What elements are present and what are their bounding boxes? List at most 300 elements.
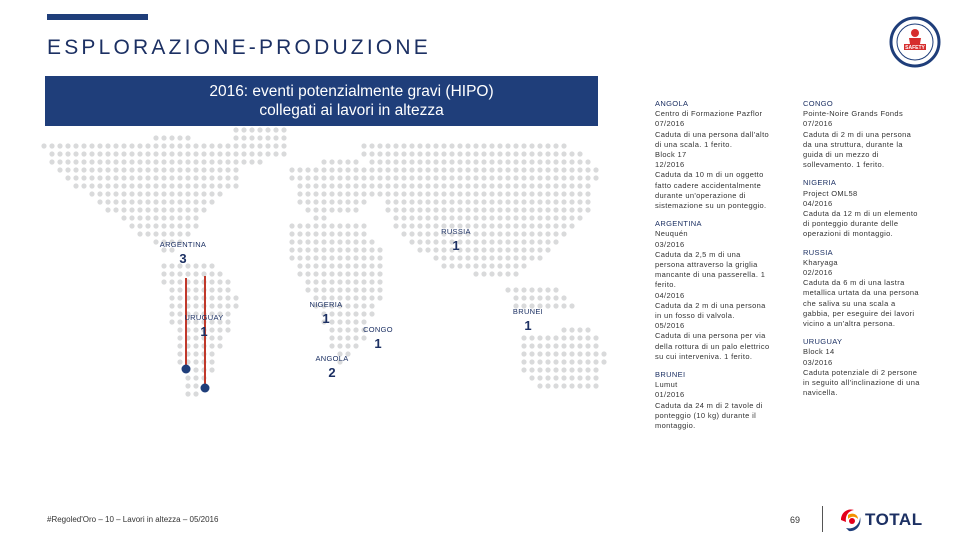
map-dot (473, 143, 478, 148)
map-dot (401, 167, 406, 172)
map-dot (433, 215, 438, 220)
map-dot (321, 247, 326, 252)
event-line: Caduta da 10 m di un oggetto (655, 170, 764, 180)
map-dot (345, 327, 350, 332)
map-dot (569, 335, 574, 340)
map-dot (345, 279, 350, 284)
map-dot (193, 215, 198, 220)
event-line: 04/2016 (803, 198, 833, 208)
map-dot (121, 215, 126, 220)
map-dot (353, 287, 358, 292)
map-dot (321, 175, 326, 180)
map-dot (97, 191, 102, 196)
event-country: ARGENTINA (655, 219, 702, 229)
map-dot (553, 151, 558, 156)
map-dot (89, 183, 94, 188)
map-dot (137, 183, 142, 188)
marker-uruguay (182, 313, 226, 339)
map-dot (353, 295, 358, 300)
map-dot (577, 335, 582, 340)
map-dot (433, 143, 438, 148)
map-dot (241, 127, 246, 132)
map-dot (553, 303, 558, 308)
map-dot (321, 183, 326, 188)
map-dot (185, 183, 190, 188)
map-dot (249, 159, 254, 164)
map-dot (505, 175, 510, 180)
map-dot (553, 191, 558, 196)
map-dot (337, 223, 342, 228)
map-dot (329, 223, 334, 228)
map-dot (545, 247, 550, 252)
map-dot (89, 151, 94, 156)
map-dot (497, 183, 502, 188)
map-dot (153, 199, 158, 204)
map-dot (193, 375, 198, 380)
map-dot (417, 231, 422, 236)
map-dot (121, 151, 126, 156)
map-dot (401, 207, 406, 212)
event-line: guida di un mezzo di (803, 150, 879, 160)
map-dot (161, 223, 166, 228)
map-dot (249, 127, 254, 132)
map-dot (569, 159, 574, 164)
map-dot (545, 175, 550, 180)
map-dot (345, 199, 350, 204)
map-dot (177, 159, 182, 164)
safety-logo-icon (889, 16, 941, 68)
map-dot (337, 199, 342, 204)
map-dot (465, 143, 470, 148)
map-dot (481, 143, 486, 148)
map-dot (337, 279, 342, 284)
map-dot (225, 287, 230, 292)
map-dot (521, 159, 526, 164)
map-dot (553, 351, 558, 356)
map-dot (481, 151, 486, 156)
map-dot (529, 159, 534, 164)
map-dot (281, 127, 286, 132)
map-dot (433, 191, 438, 196)
map-dot (513, 295, 518, 300)
map-dot (113, 175, 118, 180)
map-dot (457, 207, 462, 212)
map-dot (385, 183, 390, 188)
map-dot (209, 175, 214, 180)
map-dot (73, 167, 78, 172)
event-line: 04/2016 (655, 290, 685, 300)
map-dot (537, 247, 542, 252)
map-dot (593, 335, 598, 340)
map-dot (177, 151, 182, 156)
map-dot (353, 175, 358, 180)
map-dot (553, 183, 558, 188)
map-dot (585, 199, 590, 204)
map-dot (457, 263, 462, 268)
map-dot (369, 247, 374, 252)
map-dot (121, 199, 126, 204)
event-line: in un fosso di valvola. (655, 311, 735, 321)
map-dot (449, 159, 454, 164)
map-dot (513, 247, 518, 252)
map-dot (329, 327, 334, 332)
map-dot (265, 127, 270, 132)
map-dot (129, 167, 134, 172)
map-dot (401, 183, 406, 188)
map-dot (521, 231, 526, 236)
map-dot (249, 151, 254, 156)
map-dot (193, 191, 198, 196)
total-logo-icon (838, 506, 864, 534)
event-line: persona attraverso la griglia (655, 260, 758, 270)
event-line: sistemazione su un ponteggio. (655, 201, 767, 211)
map-dot (593, 359, 598, 364)
map-dot (425, 199, 430, 204)
map-dot (569, 383, 574, 388)
map-dot (345, 271, 350, 276)
map-dot (433, 167, 438, 172)
map-dot (417, 207, 422, 212)
map-dot (145, 151, 150, 156)
map-dot (449, 167, 454, 172)
map-dot (457, 199, 462, 204)
map-dot (377, 247, 382, 252)
map-dot (289, 231, 294, 236)
map-dot (537, 295, 542, 300)
map-dot (441, 207, 446, 212)
map-dot (577, 167, 582, 172)
map-dot (489, 159, 494, 164)
map-dot (569, 207, 574, 212)
map-dot (585, 335, 590, 340)
map-dot (209, 367, 214, 372)
map-dot (313, 223, 318, 228)
map-dot (257, 159, 262, 164)
map-dot (193, 159, 198, 164)
map-dot (329, 335, 334, 340)
map-dot (425, 159, 430, 164)
map-dot (561, 159, 566, 164)
map-dot (161, 279, 166, 284)
marker-count: 2 (328, 365, 336, 380)
map-dot (145, 191, 150, 196)
map-dot (473, 151, 478, 156)
map-dot (233, 175, 238, 180)
map-dot (473, 191, 478, 196)
map-dot (385, 199, 390, 204)
map-dot (57, 159, 62, 164)
map-dot (521, 223, 526, 228)
map-dot (457, 159, 462, 164)
map-dot (545, 167, 550, 172)
map-dot (441, 191, 446, 196)
map-dot (281, 151, 286, 156)
map-dot (105, 167, 110, 172)
map-dot (481, 247, 486, 252)
total-logo (838, 506, 938, 534)
map-dot (289, 239, 294, 244)
map-dot (537, 191, 542, 196)
map-dot (337, 167, 342, 172)
map-dot (513, 287, 518, 292)
map-dot (137, 143, 142, 148)
map-dot (545, 151, 550, 156)
map-dot (185, 383, 190, 388)
map-dot (353, 191, 358, 196)
map-dot (321, 167, 326, 172)
map-dot (121, 207, 126, 212)
map-dot (225, 183, 230, 188)
map-dot (185, 175, 190, 180)
map-dot (593, 175, 598, 180)
map-dot (537, 255, 542, 260)
map-dot (577, 359, 582, 364)
map-dot (497, 215, 502, 220)
map-dot (313, 271, 318, 276)
map-dot (369, 191, 374, 196)
map-dot (353, 255, 358, 260)
map-dot (425, 191, 430, 196)
map-dot (521, 367, 526, 372)
map-dot (337, 327, 342, 332)
map-dot (73, 151, 78, 156)
map-dot (257, 151, 262, 156)
map-dot (105, 199, 110, 204)
map-dot (337, 263, 342, 268)
map-dot (97, 159, 102, 164)
map-dot (529, 207, 534, 212)
map-dot (553, 231, 558, 236)
map-dot (545, 143, 550, 148)
map-dot (161, 271, 166, 276)
map-dot (489, 255, 494, 260)
map-dot (489, 207, 494, 212)
map-dot (201, 199, 206, 204)
map-dot (177, 167, 182, 172)
map-dot (353, 263, 358, 268)
map-dot (425, 183, 430, 188)
map-dot (481, 183, 486, 188)
map-dot (489, 215, 494, 220)
map-dot (577, 151, 582, 156)
map-dot (513, 207, 518, 212)
map-dot (545, 215, 550, 220)
map-dot (545, 159, 550, 164)
map-dot (209, 359, 214, 364)
map-dot (545, 223, 550, 228)
map-dot (497, 239, 502, 244)
map-dot (257, 135, 262, 140)
map-dot (489, 183, 494, 188)
map-dot (425, 151, 430, 156)
map-dot (545, 335, 550, 340)
map-dot (561, 303, 566, 308)
marker-count: 1 (200, 324, 208, 339)
map-dot (377, 287, 382, 292)
map-dot (417, 151, 422, 156)
map-dot (393, 215, 398, 220)
map-dot (601, 351, 606, 356)
map-dot (449, 215, 454, 220)
marker-name: NIGERIA (309, 300, 343, 309)
event-line: Block 17 (655, 150, 687, 160)
marker-russia (436, 227, 476, 253)
map-dot (329, 343, 334, 348)
map-dot (561, 351, 566, 356)
map-dot (113, 159, 118, 164)
map-dot (169, 167, 174, 172)
map-dot (177, 303, 182, 308)
map-dot (545, 295, 550, 300)
map-dot (193, 143, 198, 148)
map-dot (329, 207, 334, 212)
map-dot (505, 143, 510, 148)
map-dot (561, 183, 566, 188)
map-dot (153, 231, 158, 236)
map-dot (137, 159, 142, 164)
map-dot (545, 231, 550, 236)
map-dot (537, 287, 542, 292)
map-dot (417, 215, 422, 220)
map-dot (289, 167, 294, 172)
map-dot (353, 247, 358, 252)
map-dot (297, 247, 302, 252)
map-dot (241, 151, 246, 156)
hipo-banner (45, 76, 598, 126)
map-dot (585, 183, 590, 188)
map-dot (569, 359, 574, 364)
map-dot (225, 167, 230, 172)
map-dot (489, 143, 494, 148)
page-title: ESPLORAZIONE-PRODUZIONE (47, 36, 431, 59)
map-dot (553, 383, 558, 388)
map-dot (329, 167, 334, 172)
map-dot (497, 255, 502, 260)
map-dot (329, 199, 334, 204)
map-dot (537, 359, 542, 364)
map-dot (377, 279, 382, 284)
map-dot (169, 287, 174, 292)
event-line: di una scala. 1 ferito. (655, 139, 733, 149)
map-dot (457, 183, 462, 188)
map-dot (193, 391, 198, 396)
map-dot (321, 263, 326, 268)
map-dot (385, 167, 390, 172)
map-dot (337, 191, 342, 196)
map-dot (209, 351, 214, 356)
map-dot (129, 199, 134, 204)
map-dot (193, 343, 198, 348)
map-dot (361, 319, 366, 324)
map-dot (321, 271, 326, 276)
map-dot (337, 175, 342, 180)
map-dot (217, 151, 222, 156)
map-dot (521, 263, 526, 268)
map-dot (297, 183, 302, 188)
map-dot (65, 151, 70, 156)
map-dot (193, 175, 198, 180)
map-dot (217, 271, 222, 276)
map-dot (345, 263, 350, 268)
map-dot (305, 279, 310, 284)
map-dot (441, 199, 446, 204)
map-dot (409, 191, 414, 196)
map-dot (289, 175, 294, 180)
map-dot (369, 239, 374, 244)
map-dot (97, 167, 102, 172)
marker-name: ANGOLA (315, 354, 349, 363)
marker-name: BRUNEI (512, 307, 544, 316)
map-dot (345, 239, 350, 244)
map-dot (561, 175, 566, 180)
map-dot (473, 183, 478, 188)
map-dot (361, 143, 366, 148)
map-dot (161, 143, 166, 148)
map-dot (377, 167, 382, 172)
map-dot (225, 151, 230, 156)
map-dot (361, 279, 366, 284)
map-dot (153, 191, 158, 196)
map-dot (225, 175, 230, 180)
map-dot (361, 239, 366, 244)
map-dot (201, 143, 206, 148)
map-dot (513, 199, 518, 204)
event-line: Caduta di una persona dall'alto (655, 129, 770, 139)
marker-angola (312, 354, 352, 380)
map-dot (89, 167, 94, 172)
map-dot (545, 359, 550, 364)
map-dot (537, 231, 542, 236)
event-line: Pointe-Noire Grands Fonds (803, 109, 904, 119)
map-dot (345, 175, 350, 180)
map-dot (185, 223, 190, 228)
map-dot (553, 143, 558, 148)
map-dot (145, 215, 150, 220)
map-dot (185, 191, 190, 196)
map-dot (537, 335, 542, 340)
map-dot (529, 239, 534, 244)
map-dot (505, 231, 510, 236)
map-dot (297, 167, 302, 172)
map-dot (545, 191, 550, 196)
map-dot (337, 159, 342, 164)
map-dot (401, 159, 406, 164)
map-dot (169, 279, 174, 284)
map-dot (201, 271, 206, 276)
event-entry (655, 219, 795, 362)
event-entry (803, 248, 943, 330)
event-line: sollevamento. 1 ferito. (803, 160, 885, 170)
map-dot (313, 183, 318, 188)
map-dot (113, 143, 118, 148)
map-dot (457, 167, 462, 172)
map-dot (217, 295, 222, 300)
map-pin-icon (182, 365, 191, 374)
map-dot (545, 351, 550, 356)
map-dot (297, 175, 302, 180)
map-dot (497, 207, 502, 212)
map-dot (209, 199, 214, 204)
map-dot (553, 239, 558, 244)
map-dot (185, 231, 190, 236)
map-dot (345, 183, 350, 188)
map-dot (513, 215, 518, 220)
map-dot (241, 159, 246, 164)
map-dot (417, 167, 422, 172)
event-line: 01/2016 (655, 390, 685, 400)
map-dot (521, 295, 526, 300)
map-dot (193, 223, 198, 228)
